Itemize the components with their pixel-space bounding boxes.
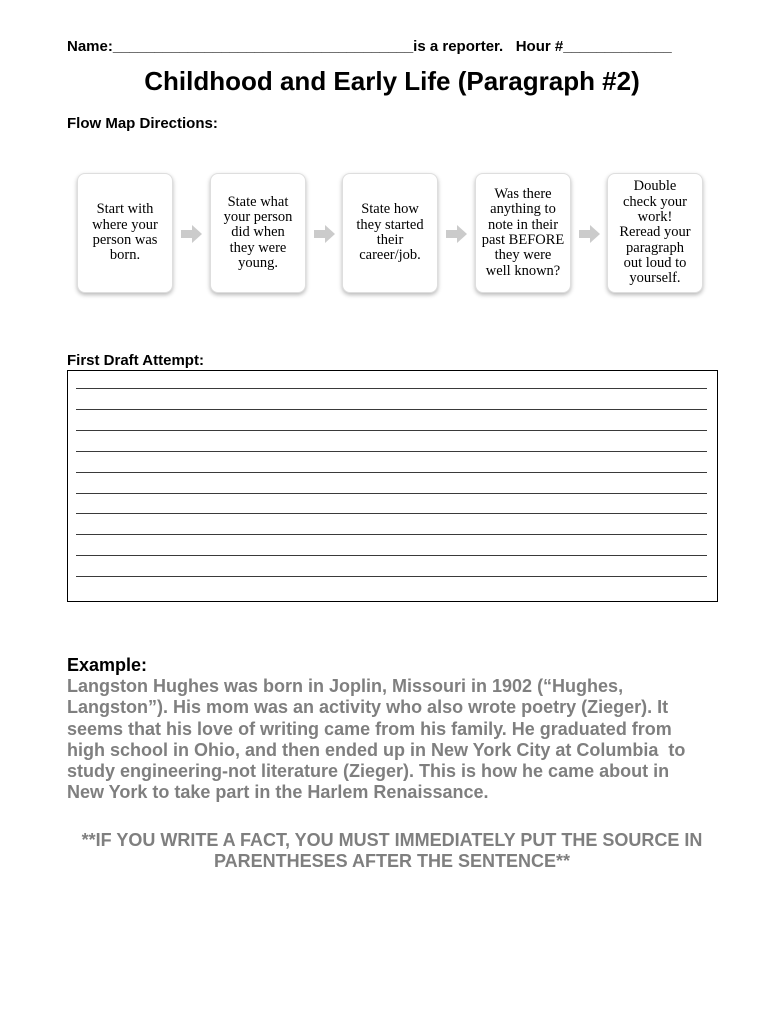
ruled-line	[76, 534, 707, 535]
ruled-line	[76, 451, 707, 452]
flow-step-text-line: where your	[92, 216, 158, 233]
flow-step-text-line: paragraph	[626, 239, 684, 256]
flow-step-text-line: past BEFORE	[481, 232, 565, 248]
flow-step-text-line: out loud to	[623, 254, 687, 271]
right-arrow-icon	[579, 224, 600, 244]
flow-step-text-line: work!	[637, 209, 673, 226]
example-block	[67, 655, 685, 803]
flow-step-2	[210, 173, 306, 293]
flow-step-text-line: did when	[231, 224, 285, 241]
right-arrow-icon	[181, 224, 202, 244]
flow-step-text-line: Start with	[96, 201, 154, 218]
flow-map-heading: Flow Map Directions:	[67, 115, 218, 132]
flow-step-text-line: yourself.	[629, 270, 681, 287]
flow-step-text-line: your person	[223, 209, 293, 226]
flow-step-text-line: person was	[92, 232, 158, 248]
flow-step-3	[342, 173, 438, 293]
flow-step-text-line: Reread your	[619, 224, 691, 241]
right-arrow-icon	[446, 224, 467, 244]
ruled-line	[76, 493, 707, 494]
flow-step-text-line: check your	[622, 193, 687, 210]
example-text-line: New York to take part in the Harlem Renaissance.	[67, 782, 489, 803]
flow-step-text-line: career/job.	[359, 247, 421, 264]
example-text-line: Langston Hughes was born in Joplin, Missouri in 1902 (“Hughes,	[67, 676, 624, 697]
page-title: Childhood and Early Life (Paragraph #2)	[144, 66, 640, 96]
example-text-line: study engineering-not literature (Zieger). This is how he came about in	[67, 761, 670, 782]
ruled-line	[76, 409, 707, 410]
flow-step-text-line: young.	[238, 254, 278, 271]
name-hour-line: Name:____________________________________is a reporter. Hour #_____________	[67, 38, 672, 55]
flow-step-text-line: they were	[229, 239, 287, 256]
flow-step-text-line: Double	[633, 178, 677, 195]
example-text-line: high school in Ohio, and then ended up in New York City at Columbia to	[67, 739, 686, 760]
flow-step-text-line: note in their	[487, 216, 559, 233]
source-note-line: PARENTHESES AFTER THE SENTENCE**	[213, 851, 571, 871]
source-note-line: **IF YOU WRITE A FACT, YOU MUST IMMEDIATELY PUT THE SOURCE IN	[81, 830, 703, 850]
flow-step-text-line: Was there	[494, 186, 552, 203]
ruled-line	[76, 513, 707, 514]
draft-box	[67, 370, 718, 602]
example-heading: Example:	[67, 655, 148, 675]
flow-step-text-line: they started	[356, 216, 424, 233]
ruled-line	[76, 555, 707, 556]
flow-step-text-line: well known?	[485, 262, 561, 279]
ruled-line	[76, 388, 707, 389]
example-text-line: Langston”). His mom was an activity who also wrote poetry (Zieger). It	[67, 697, 669, 718]
example-text-line: seems that his love of writing came from his family. He graduated from	[67, 718, 672, 739]
first-draft-heading: First Draft Attempt:	[67, 352, 204, 369]
flow-step-text-line: State what	[227, 193, 289, 210]
flow-step-text-line: their	[376, 232, 404, 248]
ruled-line	[76, 576, 707, 577]
source-note	[0, 830, 784, 872]
flow-step-text-line: born.	[109, 247, 141, 264]
flow-step-text-line: they were	[494, 247, 552, 264]
flow-step-5	[607, 173, 703, 293]
flow-step-4	[475, 173, 571, 293]
flow-step-text-line: anything to	[490, 201, 556, 218]
ruled-line	[76, 430, 707, 431]
flow-step-text-line: State how	[361, 201, 419, 218]
ruled-line	[76, 472, 707, 473]
flow-step-1	[77, 173, 173, 293]
right-arrow-icon	[314, 224, 335, 244]
